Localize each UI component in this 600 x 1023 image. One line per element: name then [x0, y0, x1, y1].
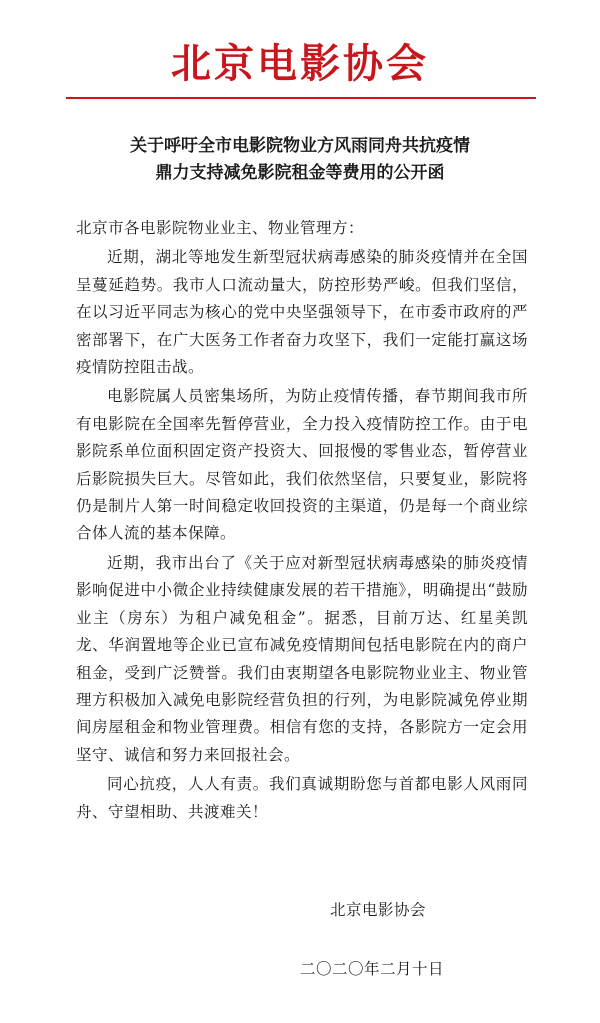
paragraph-4: 同心抗疫，人人有责。我们真诚期盼您与首都电影人风雨同舟、守望相助、共渡难关！ — [76, 775, 528, 821]
salutation: 北京市各电影院物业业主、物业管理方： — [76, 219, 365, 237]
paragraph-2: 电影院属人员密集场所，为防止疫情传播，春节期间我市所有电影院在全国率先暂停营业，全力投入疫情防控工作。由于电影院系单位面积固定资产投资大、回报慢的零售业态，暂停营业后影院损失巨大。尽管如此，我们依然坚信，只要复业，影院将仍是制片人第一时间稳定收回投资的主渠道，仍是每一个商业综合体人流的基本保障。 — [76, 387, 528, 543]
letterhead-org-name: 北京电影协会 — [171, 41, 429, 87]
signature-date: 二〇二〇年二月十日 — [300, 960, 445, 978]
document-title — [0, 133, 600, 187]
signature-org: 北京电影协会 — [330, 901, 427, 919]
paragraph-1: 近期，湖北等地发生新型冠状病毒感染的肺炎疫情并在全国呈蔓延趋势。我市人口流动量大，防控形势严峻。但我们坚信，在以习近平同志为核心的党中央坚强领导下，在市委市政府的严密部署下，在广大医务工作者奋力攻坚下，我们一定能打赢这场疫情防控阻击战。 — [76, 248, 528, 377]
paragraph-3: 近期，我市出台了《关于应对新型冠状病毒感染的肺炎疫情影响促进中小微企业持续健康发展的若干措施》，明确提出“鼓励业主（房东）为租户减免租金”。据悉，目前万达、红星美凯龙、华润置地等企业已宣布减免疫情期间包括电影院在内的商户租金，受到广泛赞誉。我们由衷期望各电影院物业业主、物业管理方积极加入减免电影院经营负担的行列，为电影院减免停业期间房屋租金和物业管理费。相信有您的支持，各影院方一定会用坚守、诚信和努力来回报社会。 — [76, 553, 528, 764]
title-line-2: 鼎力支持减免影院租金等费用的公开函 — [155, 163, 445, 183]
letterhead-divider — [66, 97, 536, 99]
letter-body — [76, 215, 528, 828]
title-line-1: 关于呼吁全市电影院物业方风雨同舟共抗疫情 — [130, 136, 470, 156]
